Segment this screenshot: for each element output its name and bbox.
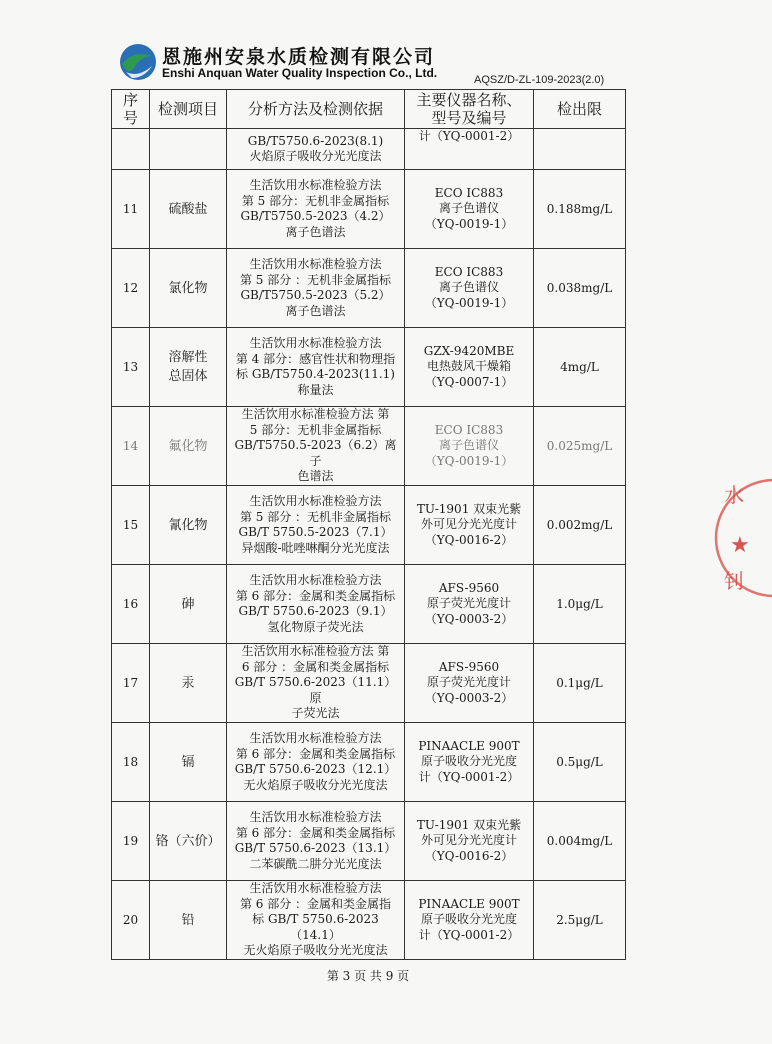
- cell-limit: 0.5μg/L: [534, 723, 626, 802]
- cell-item: 硫酸盐: [150, 170, 227, 249]
- cell-item: 溶解性 总固体: [150, 328, 227, 407]
- cell-method: 生活饮用水标准检验方法 第 6 部分：金属和类金属指标 GB/T 5750.6-2023（12.1） 无火焰原子吸收分光光度法: [227, 723, 405, 802]
- cell-instrument: TU-1901 双束光紫 外可见分光光度计 （YQ-0016-2）: [405, 802, 534, 881]
- cell-instrument: ECO IC883 离子色谱仪 （YQ-0019-1）: [405, 249, 534, 328]
- cell-limit: 2.5μg/L: [534, 881, 626, 960]
- cell-limit: 0.004mg/L: [534, 802, 626, 881]
- cell-instrument: PINAACLE 900T 原子吸收分光光度 计（YQ-0001-2）: [405, 881, 534, 960]
- cell-instrument: GZX-9420MBE 电热鼓风干燥箱 （YQ-0007-1）: [405, 328, 534, 407]
- cell-method: 生活饮用水标准检验方法 第 4 部分：感官性状和物理指 标 GB/T5750.4-2023(11.1) 称量法: [227, 328, 405, 407]
- table-row: [112, 407, 626, 486]
- cell-method: 生活饮用水标准检验方法 第 5 部分：无机非金属指标 GB/T5750.5-2023（6.2）离子 色谱法: [227, 407, 405, 486]
- letterhead: [118, 40, 618, 90]
- table-row: [112, 644, 626, 723]
- cell-instrument: ECO IC883 离子色谱仪 （YQ-0019-1）: [405, 170, 534, 249]
- cell-limit: 0.002mg/L: [534, 486, 626, 565]
- cell-instrument: AFS-9560 原子荧光光度计 （YQ-0003-2）: [405, 644, 534, 723]
- table-row: [112, 486, 626, 565]
- cell-num: 14: [112, 407, 150, 486]
- company-name-cn: 恩施州安泉水质检测有限公司: [162, 46, 436, 68]
- svg-text:★: ★: [730, 533, 750, 558]
- cell-item: 汞: [150, 644, 227, 723]
- header-limit: 检出限: [534, 90, 626, 129]
- cell-method: 生活饮用水标准检验方法 第 5 部分 ：无机非金属指标 GB/T5750.5-2023（5.2） 离子色谱法: [227, 249, 405, 328]
- cell-limit: [534, 129, 626, 170]
- cell-num: 17: [112, 644, 150, 723]
- table-header-row: [112, 90, 626, 129]
- cell-num: 18: [112, 723, 150, 802]
- cell-method: 生活饮用水标准检验方法 第 6 部分：金属和类金属指标 GB/T 5750.6-2023（13.1） 二苯碳酰二肼分光光度法: [227, 802, 405, 881]
- document-code: AQSZ/D-ZL-109-2023(2.0): [474, 74, 605, 86]
- cell-limit: 0.1μg/L: [534, 644, 626, 723]
- cell-item: 氰化物: [150, 486, 227, 565]
- cell-method: 生活饮用水标准检验方法 第 6 部分：金属和类金属指标 GB/T 5750.6-2023（9.1） 氢化物原子荧光法: [227, 565, 405, 644]
- cell-item: 镉: [150, 723, 227, 802]
- table-row: [112, 170, 626, 249]
- cell-num: 20: [112, 881, 150, 960]
- cell-instrument: 计（YQ-0001-2）: [405, 129, 534, 170]
- table-row: [112, 249, 626, 328]
- cell-item: 氯化物: [150, 249, 227, 328]
- page-footer: 第 3 页 共 9 页: [326, 969, 410, 983]
- red-seal-stamp: [712, 468, 772, 608]
- svg-text:钊: 钊: [724, 569, 744, 593]
- cell-instrument: PINAACLE 900T 原子吸收分光光度 计（YQ-0001-2）: [405, 723, 534, 802]
- cell-item: 铅: [150, 881, 227, 960]
- table-row-continuation: [112, 129, 626, 170]
- table-row: [112, 881, 626, 960]
- header-instrument: 主要仪器名称、 型号及编号: [405, 90, 534, 129]
- test-method-table: [111, 89, 626, 960]
- cell-item: 铬（六价）: [150, 802, 227, 881]
- cell-num: 19: [112, 802, 150, 881]
- cell-limit: 0.038mg/L: [534, 249, 626, 328]
- cell-limit: 1.0μg/L: [534, 565, 626, 644]
- header-serial: 序 号: [112, 90, 150, 129]
- header-method: 分析方法及检测依据: [227, 90, 405, 129]
- cell-num: 16: [112, 565, 150, 644]
- table-row: [112, 565, 626, 644]
- cell-limit: 4mg/L: [534, 328, 626, 407]
- company-name-en: Enshi Anquan Water Quality Inspection Co., Ltd.: [162, 66, 438, 80]
- cell-num: 13: [112, 328, 150, 407]
- cell-item: 氟化物: [150, 407, 227, 486]
- table-row: [112, 723, 626, 802]
- cell-item: 砷: [150, 565, 227, 644]
- cell-num: 15: [112, 486, 150, 565]
- cell-item: [150, 129, 227, 170]
- cell-instrument: ECO IC883 离子色谱仪 （YQ-0019-1）: [405, 407, 534, 486]
- table-row: [112, 328, 626, 407]
- company-logo-icon: [118, 42, 158, 82]
- cell-instrument: AFS-9560 原子荧光光度计 （YQ-0003-2）: [405, 565, 534, 644]
- cell-method: 生活饮用水标准检验方法 第 5 部分：无机非金属指标 GB/T5750.5-2023（4.2） 离子色谱法: [227, 170, 405, 249]
- cell-num: [112, 129, 150, 170]
- cell-method: 生活饮用水标准检验方法 第 5 部分 ：无机非金属指标 GB/T 5750.5-2023（7.1） 异烟酸-吡唑啉酮分光光度法: [227, 486, 405, 565]
- cell-num: 12: [112, 249, 150, 328]
- cell-limit: 0.188mg/L: [534, 170, 626, 249]
- cell-method: GB/T5750.6-2023(8.1) 火焰原子吸收分光光度法: [227, 129, 405, 170]
- svg-text:水: 水: [724, 483, 744, 507]
- cell-method: 生活饮用水标准检验方法 第 6 部分 ：金属和类金属指 标 GB/T 5750.6-2023（14.1） 无火焰原子吸收分光光度法: [227, 881, 405, 960]
- table-row: [112, 802, 626, 881]
- cell-num: 11: [112, 170, 150, 249]
- cell-limit: 0.025mg/L: [534, 407, 626, 486]
- cell-method: 生活饮用水标准检验方法 第 6 部分 ：金属和类金属指标 GB/T 5750.6-2023（11.1）原 子荧光法: [227, 644, 405, 723]
- cell-instrument: TU-1901 双束光紫 外可见分光光度计 （YQ-0016-2）: [405, 486, 534, 565]
- header-item: 检测项目: [150, 90, 227, 129]
